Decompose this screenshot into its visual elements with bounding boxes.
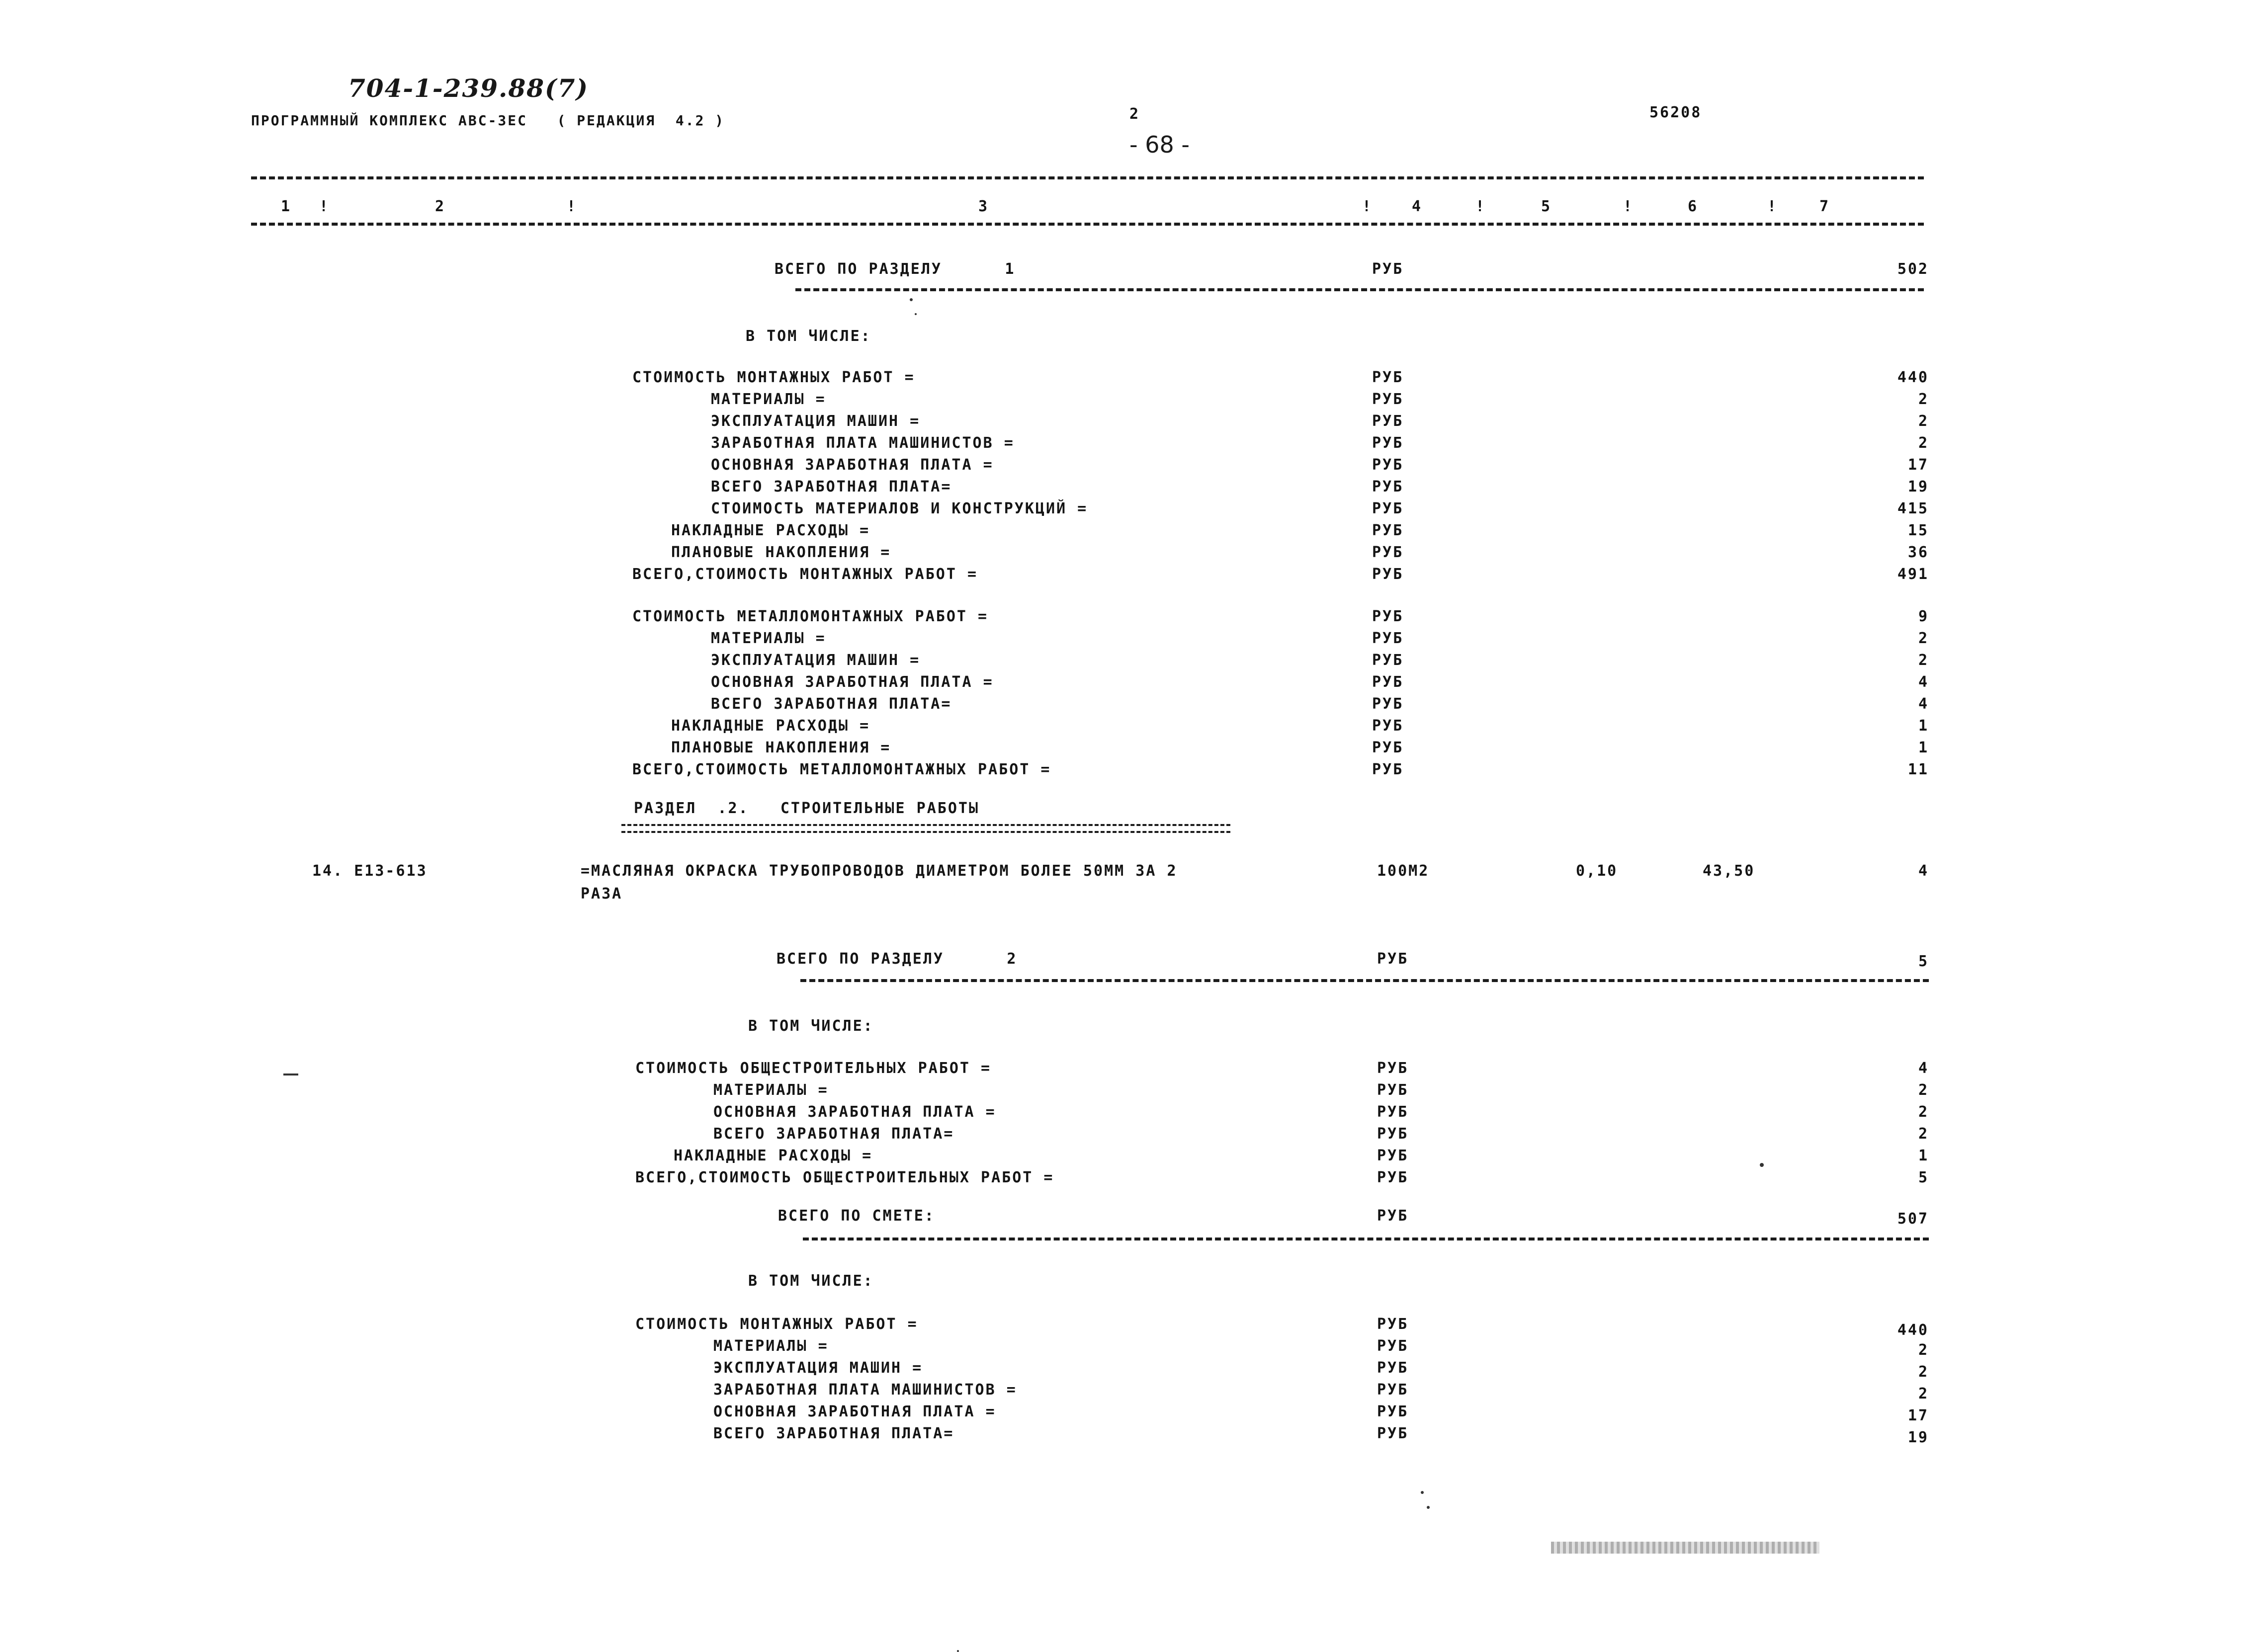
estimate-total-value: 507 [1897, 1210, 1929, 1228]
column-separator: ! [567, 198, 578, 215]
handwritten-reference: 704-1-239.88(7) [348, 74, 589, 103]
cost-row-unit: РУБ [1377, 1169, 1409, 1186]
section1-total-value: 502 [1897, 260, 1929, 278]
cost-row-value: 2 [1918, 1081, 1929, 1099]
cost-row-value: 2 [1918, 630, 1929, 647]
cost-row-label: ВСЕГО ЗАРАБОТНАЯ ПЛАТА= [711, 478, 952, 496]
cost-row-value: 2 [1918, 1341, 1929, 1359]
cost-row-label: НАКЛАДНЫЕ РАСХОДЫ = [671, 522, 870, 539]
item-description-continued: РАЗА [581, 885, 623, 903]
item-unit: 100М2 [1377, 862, 1430, 880]
sheet-number: 2 [1129, 105, 1140, 123]
cost-row-unit: РУБ [1377, 1081, 1409, 1099]
cost-row-value: 5 [1918, 1169, 1929, 1186]
section2-total-value: 5 [1918, 953, 1929, 970]
item-quantity: 0,10 [1576, 862, 1618, 880]
cost-row-value: 2 [1918, 1125, 1929, 1143]
item-total: 4 [1918, 862, 1929, 880]
cost-row-label: СТОИМОСТЬ МАТЕРИАЛОВ И КОНСТРУКЦИЙ = [711, 500, 1088, 517]
column-number-1: 1 [281, 198, 292, 215]
section2-including-heading: В ТОМ ЧИСЛЕ: [748, 1017, 874, 1035]
cost-row-label: ЭКСПЛУАТАЦИЯ МАШИН = [713, 1359, 923, 1377]
column-number-7: 7 [1819, 198, 1830, 215]
program-title: ПРОГРАММНЫЙ КОМПЛЕКС АВС-ЗЕС ( РЕДАКЦИЯ 4.2 ) [251, 112, 725, 129]
cost-row-label: ОСНОВНАЯ ЗАРАБОТНАЯ ПЛАТА = [713, 1103, 996, 1121]
cost-row-label: СТОИМОСТЬ МОНТАЖНЫХ РАБОТ = [635, 1316, 918, 1333]
cost-row-label: ОСНОВНАЯ ЗАРАБОТНАЯ ПЛАТА = [711, 673, 994, 691]
item-price: 43,50 [1703, 862, 1755, 880]
cost-row-unit: РУБ [1377, 1381, 1409, 1399]
scan-smudge [1551, 1542, 1819, 1554]
section1-total-label: ВСЕГО ПО РАЗДЕЛУ 1 [775, 260, 1016, 278]
cost-row-unit: РУБ [1377, 1403, 1409, 1420]
cost-row-value: 2 [1918, 391, 1929, 408]
cost-row-unit: РУБ [1372, 566, 1404, 583]
estimate-total-rule [803, 1238, 1929, 1240]
cost-row-unit: РУБ [1372, 369, 1404, 386]
cost-row-label: ВСЕГО,СТОИМОСТЬ ОБЩЕСТРОИТЕЛЬНЫХ РАБОТ = [635, 1169, 1054, 1186]
cost-row-value: 2 [1918, 434, 1929, 452]
section2-title: РАЗДЕЛ .2. СТРОИТЕЛЬНЫЕ РАБОТЫ [634, 800, 980, 817]
document-code: 56208 [1649, 104, 1702, 121]
cost-row-unit: РУБ [1372, 761, 1404, 778]
cost-row-value: 491 [1897, 566, 1929, 583]
cost-row-value: 415 [1897, 500, 1929, 517]
cost-row-unit: РУБ [1372, 544, 1404, 561]
cost-row-label: ОСНОВНАЯ ЗАРАБОТНАЯ ПЛАТА = [713, 1403, 996, 1420]
cost-row-value: 2 [1918, 1363, 1929, 1381]
scan-mark [283, 1074, 298, 1075]
section2-title-underline [621, 824, 1230, 833]
cost-row-unit: РУБ [1372, 652, 1404, 669]
column-separator: ! [319, 198, 330, 215]
cost-row-value: 4 [1918, 1060, 1929, 1077]
cost-row-label: ЗАРАБОТНАЯ ПЛАТА МАШИНИСТОВ = [713, 1381, 1017, 1399]
cost-row-label: ЗАРАБОТНАЯ ПЛАТА МАШИНИСТОВ = [711, 434, 1015, 452]
cost-row-value: 36 [1907, 544, 1929, 561]
estimate-total-label: ВСЕГО ПО СМЕТЕ: [778, 1207, 935, 1225]
column-number-6: 6 [1688, 198, 1699, 215]
cost-row-label: ЭКСПЛУАТАЦИЯ МАШИН = [711, 413, 921, 430]
cost-row-unit: РУБ [1372, 434, 1404, 452]
cost-row-unit: РУБ [1372, 391, 1404, 408]
section1-including-heading: В ТОМ ЧИСЛЕ: [746, 328, 871, 345]
cost-row-label: ПЛАНОВЫЕ НАКОПЛЕНИЯ = [671, 544, 891, 561]
cost-row-value: 440 [1897, 1322, 1929, 1339]
section2-total-label: ВСЕГО ПО РАЗДЕЛУ 2 [776, 950, 1018, 968]
cost-row-value: 15 [1907, 522, 1929, 539]
cost-row-label: ВСЕГО ЗАРАБОТНАЯ ПЛАТА= [713, 1125, 954, 1143]
cost-row-label: МАТЕРИАЛЫ = [711, 630, 826, 647]
cost-row-value: 17 [1907, 1407, 1929, 1424]
page-number: - 68 - [1129, 131, 1190, 158]
scan-speck [1427, 1506, 1430, 1509]
cost-row-unit: РУБ [1372, 478, 1404, 496]
cost-row-unit: РУБ [1372, 413, 1404, 430]
cost-row-value: 2 [1918, 1385, 1929, 1403]
cost-row-unit: РУБ [1377, 1125, 1409, 1143]
column-number-2: 2 [435, 198, 446, 215]
estimate-including-heading: В ТОМ ЧИСЛЕ: [748, 1272, 874, 1290]
estimate-total-unit: РУБ [1377, 1207, 1409, 1225]
column-separator: ! [1767, 198, 1778, 215]
section1-total-rule [795, 288, 1924, 291]
cost-row-label: ЭКСПЛУАТАЦИЯ МАШИН = [711, 652, 921, 669]
cost-row-value: 1 [1918, 739, 1929, 756]
cost-row-value: 4 [1918, 695, 1929, 713]
cost-row-value: 1 [1918, 717, 1929, 735]
cost-row-label: ПЛАНОВЫЕ НАКОПЛЕНИЯ = [671, 739, 891, 756]
column-separator: ! [1362, 198, 1373, 215]
section2-total-unit: РУБ [1377, 950, 1409, 968]
cost-row-unit: РУБ [1372, 673, 1404, 691]
scan-speck [957, 1650, 959, 1652]
scan-speck [1421, 1491, 1424, 1494]
cost-row-unit: РУБ [1372, 695, 1404, 713]
cost-row-unit: РУБ [1372, 522, 1404, 539]
cost-row-value: 2 [1918, 1103, 1929, 1121]
cost-row-unit: РУБ [1372, 630, 1404, 647]
cost-row-value: 2 [1918, 413, 1929, 430]
cost-row-unit: РУБ [1372, 717, 1404, 735]
cost-row-label: МАТЕРИАЛЫ = [711, 391, 826, 408]
column-number-4: 4 [1412, 198, 1423, 215]
column-separator: ! [1623, 198, 1634, 215]
section1-total-unit: РУБ [1372, 260, 1404, 278]
cost-row-label: ВСЕГО,СТОИМОСТЬ МЕТАЛЛОМОНТАЖНЫХ РАБОТ = [632, 761, 1051, 778]
section2-total-rule [800, 979, 1929, 982]
cost-row-value: 1 [1918, 1147, 1929, 1164]
scan-speck [915, 313, 917, 315]
scan-speck [910, 298, 913, 301]
column-separator: ! [1475, 198, 1486, 215]
cost-row-unit: РУБ [1377, 1060, 1409, 1077]
cost-row-unit: РУБ [1372, 608, 1404, 625]
cost-row-value: 19 [1907, 478, 1929, 496]
cost-row-value: 17 [1907, 456, 1929, 474]
cost-row-label: СТОИМОСТЬ ОБЩЕСТРОИТЕЛЬНЫХ РАБОТ = [635, 1060, 992, 1077]
cost-row-label: ВСЕГО,СТОИМОСТЬ МОНТАЖНЫХ РАБОТ = [632, 566, 978, 583]
cost-row-value: 19 [1907, 1429, 1929, 1446]
cost-row-label: МАТЕРИАЛЫ = [713, 1337, 829, 1355]
cost-row-unit: РУБ [1372, 739, 1404, 756]
column-number-3: 3 [978, 198, 989, 215]
cost-row-unit: РУБ [1377, 1147, 1409, 1164]
cost-row-value: 4 [1918, 673, 1929, 691]
cost-row-value: 9 [1918, 608, 1929, 625]
item-description: =МАСЛЯНАЯ ОКРАСКА ТРУБОПРОВОДОВ ДИАМЕТРОМ БОЛЕЕ 50ММ ЗА 2 [581, 862, 1178, 880]
cost-row-label: НАКЛАДНЫЕ РАСХОДЫ = [674, 1147, 873, 1164]
cost-row-value: 11 [1907, 761, 1929, 778]
cost-row-unit: РУБ [1377, 1337, 1409, 1355]
cost-row-unit: РУБ [1372, 456, 1404, 474]
scan-speck [1760, 1163, 1764, 1167]
cost-row-label: ОСНОВНАЯ ЗАРАБОТНАЯ ПЛАТА = [711, 456, 994, 474]
column-header-bottom-rule [251, 223, 1924, 226]
cost-row-unit: РУБ [1377, 1425, 1409, 1442]
column-number-5: 5 [1541, 198, 1552, 215]
cost-row-unit: РУБ [1377, 1359, 1409, 1377]
cost-row-label: МАТЕРИАЛЫ = [713, 1081, 829, 1099]
cost-row-unit: РУБ [1377, 1316, 1409, 1333]
column-header-top-rule [251, 176, 1924, 179]
cost-row-value: 2 [1918, 652, 1929, 669]
cost-row-label: СТОИМОСТЬ МЕТАЛЛОМОНТАЖНЫХ РАБОТ = [632, 608, 989, 625]
cost-row-label: ВСЕГО ЗАРАБОТНАЯ ПЛАТА= [711, 695, 952, 713]
cost-row-label: СТОИМОСТЬ МОНТАЖНЫХ РАБОТ = [632, 369, 915, 386]
cost-row-value: 440 [1897, 369, 1929, 386]
cost-row-label: ВСЕГО ЗАРАБОТНАЯ ПЛАТА= [713, 1425, 954, 1442]
cost-row-unit: РУБ [1377, 1103, 1409, 1121]
cost-row-unit: РУБ [1372, 500, 1404, 517]
cost-row-label: НАКЛАДНЫЕ РАСХОДЫ = [671, 717, 870, 735]
item-number: 14. Е13-613 [312, 862, 428, 880]
